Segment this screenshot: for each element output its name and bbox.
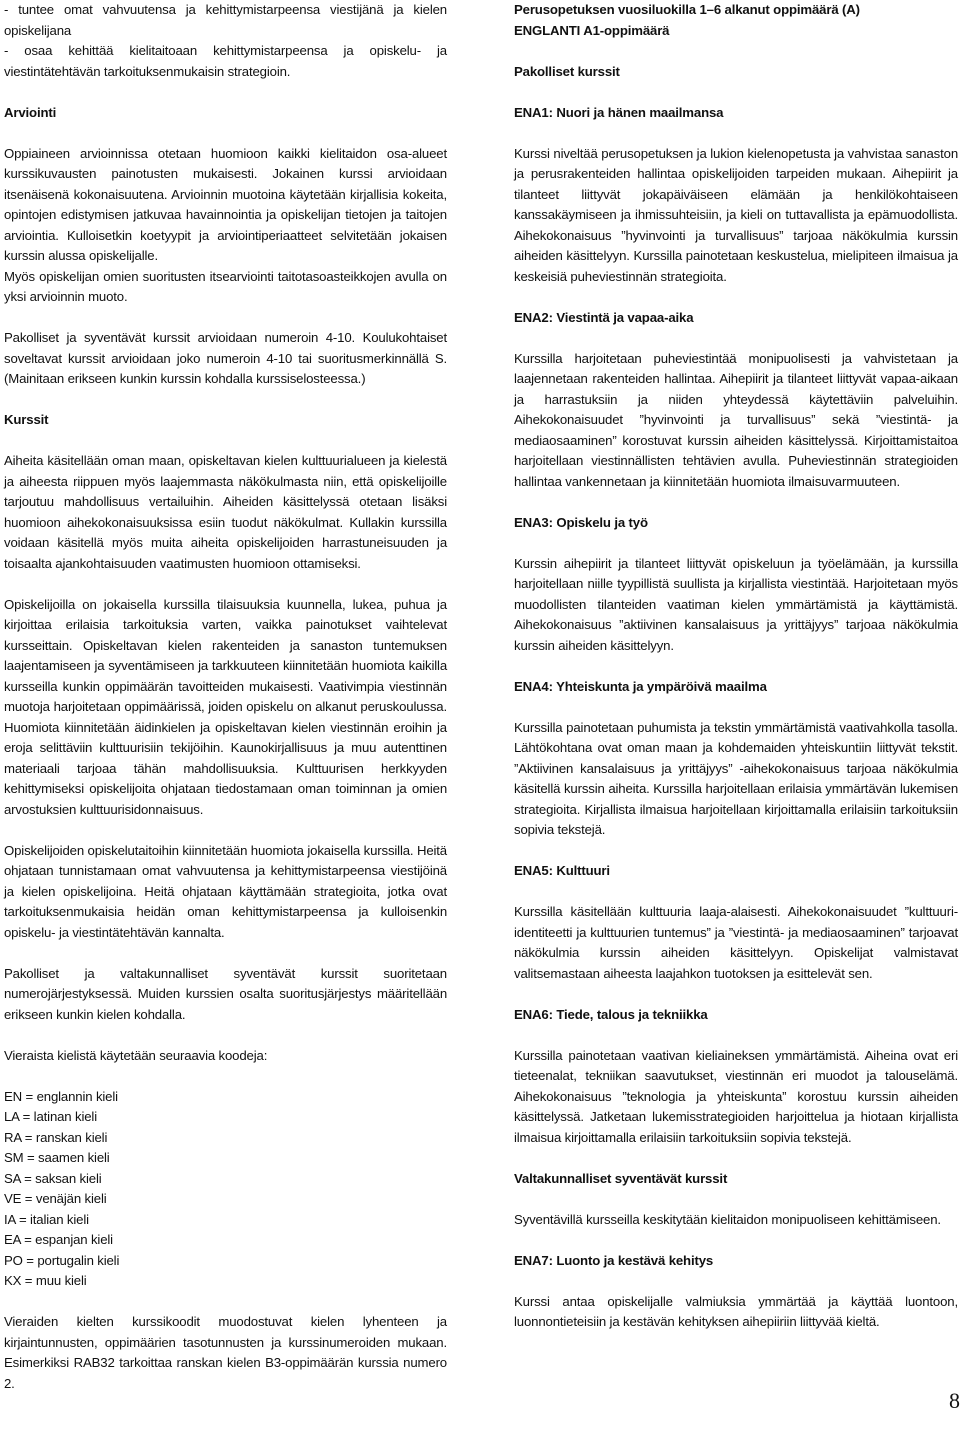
list-item: EA = espanjan kieli bbox=[4, 1232, 113, 1247]
course-title-ena5: ENA5: Kulttuuri bbox=[514, 863, 610, 878]
course-text-ena6: Kurssilla painotetaan vaativan kieliaineksen ymmärtämistä. Aiheina ovat eri tieteenalat, tekniikan saavutukset, viestinnän eri muodot ja talouselämä. Aihekokonaisuus ”teknologia ja yhteiskunta” korostuu kurssin aiheiden käsittelyssä. Jatketaan lukemisstrategioiden harjoittelua ja hiotaan kirjallista ilmaisua kirjoittamalla erilaisiin tarkoituksiin sopivia tekstejä. bbox=[514, 1047, 958, 1145]
syventavat-heading: Valtakunnalliset syventävät kurssit bbox=[514, 1170, 728, 1186]
arviointi-paragraph-3: Pakolliset ja syventävät kurssit arvioidaan numeroin 4-10. Koulukohtaiset soveltavat kurssit arvioidaan joko numeroin 4-10 tai suoritusmerkinnällä S. (Mainitaan erikseen kunkin kurssin kohdalla kurssiselosteessa.) bbox=[4, 330, 447, 386]
arviointi-paragraph-1: Oppiaineen arvioinnissa otetaan huomioon kaikki kielitaidon osa-alueet kurssikuvausten painotusten mukaisesti. Jokainen kurssi arvioidaan itsenäisenä kokonaisuutena. Arvioinnin muotoina käytetään kirjallisia kokeita, opintojen edistymisen jatkuvaa havainnointia ja opiskelijan tietojen ja taitojen arviointia. Kulloisetkin koetyypit ja arviointiperiaatteet selvitetään jokaisen kurssin alussa opiskelijalle. bbox=[4, 145, 447, 263]
left-column bbox=[4, 0, 447, 1394]
closing-paragraph: Vieraiden kielten kurssikoodit muodostuvat kielen lyhenteen ja kirjaintunnusten, oppimäärien tasotunnusten ja kurssinumeroiden mukaan. Esimerkiksi RAB32 tarkoittaa ranskan kielen B3-oppimäärän kurssia numero 2. bbox=[4, 1314, 447, 1391]
arviointi-heading: Arviointi bbox=[4, 104, 57, 120]
right-column bbox=[514, 0, 958, 1333]
syllabus-title: Perusopetuksen vuosiluokilla 1–6 alkanut oppimäärä (A) bbox=[514, 2, 860, 17]
course-text-ena5: Kurssilla käsitellään kulttuuria laaja-alaisesti. Aihekokonaisuudet ”kulttuuri-identiteetti ja kulttuurien tuntemus” ja ”viestintä- ja mediaosaaminen” tarjoavat näkökulmia kurssin aiheiden käsittelyyn. Opiskelijat valmistavat valitsemastaan aiheesta laajahkon tuotoksen ja esittelevät sen. bbox=[514, 904, 958, 981]
page-number: 8 bbox=[949, 1388, 960, 1413]
codes-intro: Vieraista kielistä käytetään seuraavia koodeja: bbox=[4, 1047, 268, 1063]
list-item: SA = saksan kieli bbox=[4, 1170, 102, 1186]
list-item: LA = latinan kieli bbox=[4, 1109, 97, 1124]
language-codes-list bbox=[4, 1087, 447, 1292]
course-title-ena2: ENA2: Viestintä ja vapaa-aika bbox=[514, 309, 694, 325]
list-item: KX = muu kieli bbox=[4, 1273, 87, 1288]
kurssit-paragraph-3: Opiskelijoiden opiskelutaitoihin kiinnitetään huomiota jokaisella kurssilla. Heitä ohjataan tunnistamaan omat vahvuutensa ja kehittymistarpeensa viestijöinä ja kielen opiskelijoina. Heitä ohjataan käyttämään strategioita, jotka ovat tarkoituksenmukaisia heidän oman kehittymistarpeensa ja kulloisenkin opiskelu- ja viestintätehtävän kannalta. bbox=[4, 842, 447, 940]
course-title-ena7: ENA7: Luonto ja kestävä kehitys bbox=[514, 1252, 714, 1268]
kurssit-paragraph-2: Opiskelijoilla on jokaisella kurssilla tilaisuuksia kuunnella, lukea, puhua ja kirjoittaa erilaisia tarkoituksia varten, vaikka painotukset vaihtelevat kursseittain. Opiskeltavan kielen rakenteiden ja sanaston tuntemuksen laajentamiseen ja syventämiseen ja tarkkuuteen kiinnitetään huomiota kaikilla kursseilla kunkin oppimäärän tavoitteiden mukaisesti. Vaativimpia viestinnän muotoja harjoitetaan oppimäärissä, joiden opiskelu on alkanut peruskoulussa. Huomiota kiinnitetään äidinkielen ja opiskeltavan kielen viestinnän eroihin ja eroja selittäviin kulttuurisiin tekijöihin. Kaunokirjallisuus ja muu autenttinen materiaali tarjoaa tähän mahdollisuuksia. Kulttuurisen herkkyyden kehittymiseksi opiskelijoita ohjataan tiedostamaan oman toiminnan ja omien arvostuksien kulttuurisidonnaisuus. bbox=[4, 596, 447, 817]
list-item: IA = italian kieli bbox=[4, 1211, 89, 1227]
course-title-ena6: ENA6: Tiede, talous ja tekniikka bbox=[514, 1006, 708, 1022]
course-text-ena2: Kurssilla harjoitetaan puheviestintää monipuolisesti ja vahvistetaan ja laajennetaan rakenteiden hallintaa. Aihepiirit ja tilanteet liittyvät vapaa-aikaan ja harrastuksiin ja niiden yhteydessä käytettäviin palveluihin. Aihekokonaisuudet ”hyvinvointi ja turvallisuus” sekä ”viestintä- ja mediaosaaminen” korostuvat kurssin aiheiden käsittelyssä. Kirjoittamistaitoa harjoitellaan viestinnällisten tehtävien avulla. Puheviestinnän strategioiden hallintaa vankennetaan ja kiinnitetään huomiota ilmaisuvarmuuteen. bbox=[514, 350, 958, 489]
list-item: PO = portugalin kieli bbox=[4, 1252, 120, 1268]
list-item: EN = englannin kieli bbox=[4, 1088, 118, 1104]
pakolliset-heading: Pakolliset kurssit bbox=[514, 63, 620, 79]
syventavat-text: Syventävillä kursseilla keskitytään kielitaidon monipuoliseen kehittämiseen. bbox=[514, 1211, 941, 1227]
course-text-ena3: Kurssin aihepiirit ja tilanteet liittyvät opiskeluun ja työelämään, ja kurssilla harjoitellaan niille tyypillistä suullista ja kirjallista viestintää. Harjoitetaan myös muodollisten tilanteiden vaatiman kielen ymmärtämistä ja käyttämistä. Aihekokonaisuus ”aktiivinen kansalaisuus ja yrittäjyys” tarjoaa näkökulmia kurssin aiheiden käsittelyyn. bbox=[514, 555, 958, 653]
intro-item-2: - osaa kehittää kielitaitoaan kehittymistarpeensa ja opiskelu- ja viestintätehtävän tarkoituksenmukaisin strategioin. bbox=[4, 43, 447, 79]
list-item: RA = ranskan kieli bbox=[4, 1129, 108, 1145]
kurssit-paragraph-4: Pakolliset ja valtakunnalliset syventävät kurssit suoritetaan numerojärjestyksessä. Muiden kurssien osalta suoritusjärjestys määritellään erikseen kunkin kielen kohdalla. bbox=[4, 965, 447, 1022]
syllabus-subtitle: ENGLANTI A1-oppimäärä bbox=[514, 22, 670, 38]
course-title-ena4: ENA4: Yhteiskunta ja ympäröivä maailma bbox=[514, 678, 767, 694]
course-text-ena1: Kurssi niveltää perusopetuksen ja lukion kielenopetusta ja vahvistaa sanaston ja perusrakenteiden hallintaa opiskelijoiden tarpeiden mukaan. Aihepiirit ja tilanteet liittyvät jokapäiväiseen elämään ja henkilökohtaiseen kanssakäymiseen ja ihmissuhteisiin, ja kieli on tuttavallista ja epämuodollista. Aihekokonaisuus ”hyvinvointi ja turvallisuus” tarjoaa näkökulmia kurssin aiheiden käsittelyyn. Kurssilla painotetaan keskustelua, mielipiteen ilmaisua ja keskeisiä puheviestinnän strategioita. bbox=[514, 145, 958, 284]
kurssit-paragraph-1: Aiheita käsitellään oman maan, opiskeltavan kielen kulttuurialueen ja kielestä ja aiheesta riippuen myös laajemmasta näkökulmasta niin, että opiskelijoille tarjoutuu mahdollisuus vertailuihin. Aiheiden käsittelyssä otetaan lisäksi huomioon aihekokonaisuuksissa esiin tuodut näkökulmat. Kullakin kurssilla voidaan käsitellä myös muita aiheita opiskelijoiden harrastuneisuuden ja toisaalta ajankohtaisuuden vaatimusten huomioon ottamiseksi. bbox=[4, 453, 447, 571]
intro-item-1: - tuntee omat vahvuutensa ja kehittymistarpeensa viestijänä ja kielen opiskelijana bbox=[4, 2, 447, 38]
list-item: SM = saamen kieli bbox=[4, 1150, 110, 1165]
arviointi-paragraph-2: Myös opiskelijan omien suoritusten itsearviointi taitotasoasteikkojen avulla on yksi arvioinnin muoto. bbox=[4, 268, 447, 304]
kurssit-heading: Kurssit bbox=[4, 412, 49, 427]
course-title-ena3: ENA3: Opiskelu ja työ bbox=[514, 514, 648, 530]
course-title-ena1: ENA1: Nuori ja hänen maailmansa bbox=[514, 104, 724, 120]
course-text-ena4: Kurssilla painotetaan puhumista ja tekstin ymmärtämistä vaativahkolla tasolla. Lähtökohtana ovat oman maan ja kohdemaiden yhteiskuntiin liittyvät tekstit. ”Aktiivinen kansalaisuus ja yrittäjyys” -aihekokonaisuus tarjoaa näkökulmia käsitellä kurssin aiheita. Kurssilla harjoitellaan erilaisia ymmärtävän lukemisen strategioita. Kirjallista ilmaisua harjoitellaan kirjoittamalla erilaisiin tarkoituksiin sopivia tekstejä. bbox=[514, 719, 958, 837]
course-text-ena7: Kurssi antaa opiskelijalle valmiuksia ymmärtää ja käyttää luontoon, luonnontieteisiin ja kestävän kehityksen aihepiiriin liittyvää kieltä. bbox=[514, 1293, 958, 1329]
list-item: VE = venäjän kieli bbox=[4, 1191, 107, 1206]
